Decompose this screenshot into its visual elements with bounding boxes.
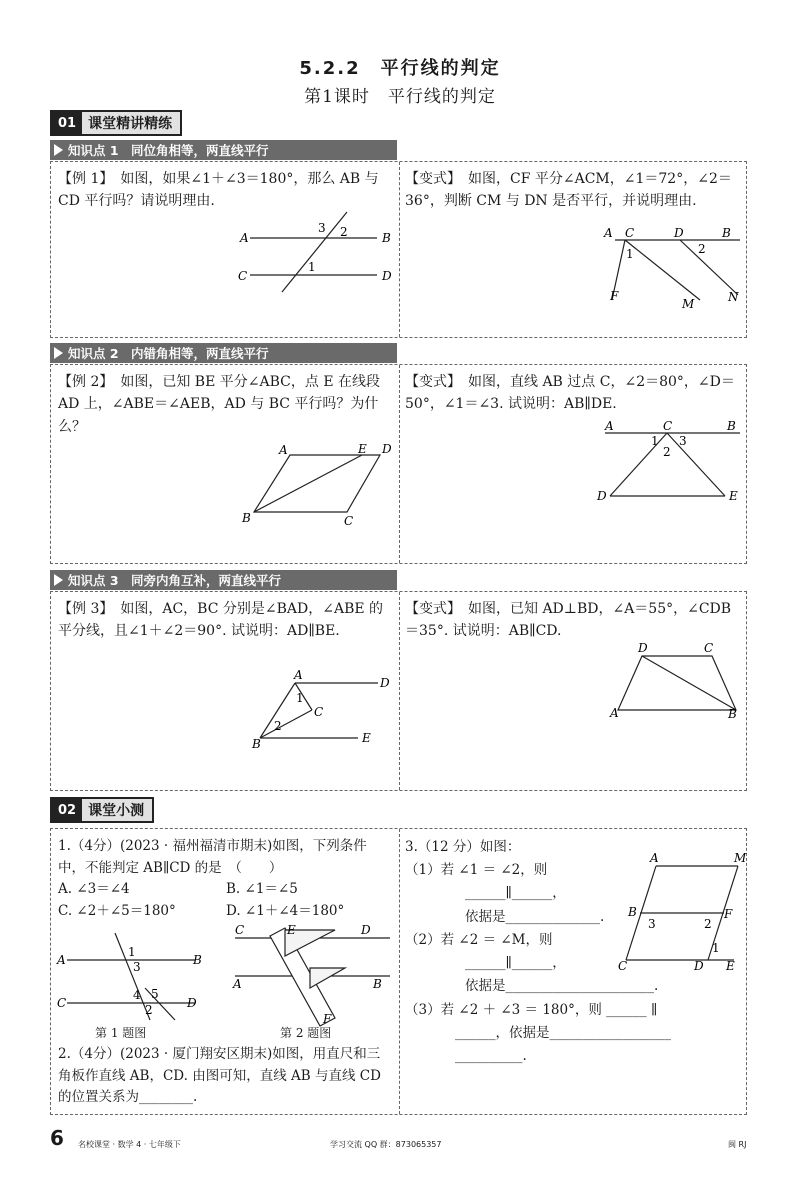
- svg-text:B: B: [722, 226, 731, 240]
- svg-text:C: C: [314, 705, 324, 719]
- option-b: B. ∠1＝∠5: [226, 881, 298, 898]
- question-2-figure: [225, 918, 395, 1028]
- question-2: 2.（4分）(2023 · 厦门翔安区期末)如图，用直尺和三角板作直线 AB，CD. 由图可知，直线 AB 与直线 CD 的位置关系为________.: [58, 1046, 381, 1106]
- q3-part-2a: （2）若 ∠2 ＝ ∠M，则: [405, 931, 553, 948]
- svg-text:1: 1: [626, 247, 634, 261]
- svg-text:A: A: [57, 953, 66, 967]
- example-3-figure: [250, 668, 390, 753]
- q3-part-3b: ______，依据是__________________: [455, 1024, 671, 1041]
- q3-part-3c: __________.: [455, 1047, 527, 1064]
- svg-text:E: E: [726, 959, 735, 973]
- svg-text:A: A: [240, 231, 249, 245]
- question-1: [58, 836, 392, 922]
- variant-2-figure: [595, 418, 745, 508]
- footer-qq-group: 学习交流 QQ 群：873065357: [330, 1140, 442, 1149]
- svg-text:E: E: [287, 923, 296, 937]
- figure-1-caption: 第 1 题图: [95, 1026, 147, 1040]
- svg-text:1: 1: [651, 434, 659, 448]
- svg-text:C: C: [238, 269, 248, 283]
- svg-text:E: E: [358, 442, 367, 456]
- play-icon: [54, 574, 63, 586]
- svg-text:D: D: [694, 959, 704, 973]
- variant-2: 【变式】 如图，直线 AB 过点 C，∠2＝80°，∠D＝50°，∠1＝∠3. 试说明：AB∥DE.: [405, 374, 735, 413]
- svg-text:E: E: [729, 489, 738, 503]
- svg-text:C: C: [235, 923, 245, 937]
- svg-text:1: 1: [296, 691, 304, 705]
- svg-text:A: A: [233, 977, 242, 991]
- svg-text:C: C: [57, 996, 67, 1010]
- variant-3: 【变式】 如图，已知 AD⊥BD，∠A＝55°，∠CDB＝35°. 试说明：AB∥CD.: [405, 601, 732, 640]
- svg-text:B: B: [252, 737, 261, 751]
- svg-text:2: 2: [698, 242, 706, 256]
- option-d: D. ∠1＋∠4＝180°: [226, 902, 345, 919]
- svg-text:B: B: [373, 977, 382, 991]
- example-3: 【例 3】 如图，AC，BC 分别是∠BAD，∠ABE 的平分线，且∠1＋∠2＝90°. 试说明：AD∥BE.: [58, 601, 384, 640]
- svg-text:C: C: [625, 226, 635, 240]
- play-icon: [54, 347, 63, 359]
- lesson-subtitle: 第1课时 平行线的判定: [304, 87, 496, 107]
- svg-text:3: 3: [679, 434, 687, 448]
- section-header-1: [50, 110, 182, 136]
- section-label: 课堂精讲精练: [88, 116, 173, 132]
- question-1-figure: [55, 928, 205, 1023]
- svg-text:A: A: [650, 851, 659, 865]
- svg-text:C: C: [704, 641, 714, 655]
- play-icon: [54, 144, 63, 156]
- section-header-2: [50, 797, 154, 823]
- svg-text:A: A: [605, 419, 614, 433]
- question-3-figure: [616, 848, 746, 978]
- svg-text:D: D: [361, 923, 371, 937]
- svg-text:C: C: [618, 959, 628, 973]
- knowledge-point-label: 知识点 3 同旁内角互补，两直线平行: [68, 573, 282, 588]
- svg-text:B: B: [727, 419, 736, 433]
- divider: [399, 829, 400, 1114]
- svg-text:2: 2: [704, 917, 712, 931]
- svg-text:M: M: [734, 851, 747, 865]
- question-3-stem: 3.（12 分）如图：: [405, 839, 521, 855]
- svg-text:4: 4: [133, 988, 141, 1002]
- svg-text:B: B: [193, 953, 202, 967]
- example-2: 【例 2】 如图，已知 BE 平分∠ABC，点 E 在线段 AD 上，∠ABE＝∠AEB，AD 与 BC 平行吗？为什么？: [58, 374, 380, 435]
- footer-book-title: 名校课堂 · 数学 4 · 七年级下: [78, 1140, 181, 1149]
- section-number: 01: [52, 112, 82, 134]
- svg-text:3: 3: [648, 917, 656, 931]
- svg-text:1: 1: [128, 945, 136, 959]
- svg-text:2: 2: [145, 1003, 153, 1017]
- svg-text:D: D: [380, 676, 390, 690]
- q3-part-1c: 依据是______________.: [465, 908, 605, 925]
- example-1-figure: [232, 210, 402, 300]
- svg-text:M: M: [682, 297, 695, 311]
- svg-text:1: 1: [712, 941, 720, 955]
- knowledge-point-1: [50, 140, 397, 160]
- svg-text:3: 3: [133, 960, 141, 974]
- q3-part-1b: ______∥______，: [465, 885, 566, 902]
- knowledge-point-label: 知识点 1 同位角相等，两直线平行: [68, 143, 269, 158]
- svg-text:B: B: [242, 511, 251, 525]
- svg-text:A: A: [294, 668, 303, 682]
- svg-text:D: D: [187, 996, 197, 1010]
- svg-text:F: F: [323, 1012, 332, 1026]
- svg-text:N: N: [728, 290, 739, 304]
- svg-text:B: B: [628, 905, 637, 919]
- svg-text:3: 3: [318, 221, 326, 235]
- svg-text:2: 2: [663, 445, 671, 459]
- svg-text:F: F: [724, 907, 733, 921]
- knowledge-point-2: [50, 343, 397, 363]
- option-a: A. ∠3＝∠4: [58, 881, 130, 898]
- q3-part-3a: （3）若 ∠2 ＋ ∠3 ＝ 180°，则 ______ ∥: [405, 1001, 658, 1018]
- svg-text:2: 2: [274, 719, 282, 733]
- svg-text:D: D: [674, 226, 684, 240]
- svg-text:A: A: [604, 226, 613, 240]
- page-number: 6: [50, 1126, 64, 1150]
- variant-1: 【变式】 如图，CF 平分∠ACM，∠1＝72°，∠2＝36°，判断 CM 与 DN 是否平行，并说明理由.: [405, 171, 732, 210]
- svg-text:D: D: [638, 641, 648, 655]
- option-c: C. ∠2＋∠5＝180°: [58, 902, 176, 919]
- svg-text:D: D: [382, 442, 392, 456]
- svg-text:2: 2: [340, 225, 348, 239]
- section-label: 课堂小测: [88, 803, 145, 819]
- footer-edition: 闽 RJ: [728, 1140, 747, 1149]
- svg-text:D: D: [382, 269, 392, 283]
- figure-2-caption: 第 2 题图: [280, 1026, 332, 1040]
- variant-1-figure: [600, 225, 745, 315]
- svg-text:C: C: [663, 419, 673, 433]
- variant-3-figure: [608, 642, 743, 722]
- knowledge-point-label: 知识点 2 内错角相等，两直线平行: [68, 346, 269, 361]
- section-number: 02: [52, 799, 82, 821]
- example-2-figure: [232, 440, 402, 530]
- example-1: 【例 1】 如图，如果∠1＋∠3＝180°，那么 AB 与 CD 平行吗？请说明理由.: [58, 171, 379, 210]
- question-1-stem: 1.（4分）(2023 · 福州福清市期末)如图，下列条件中，不能判定 AB∥CD 的是 （ ）: [58, 838, 367, 876]
- svg-text:A: A: [279, 443, 288, 457]
- divider: [399, 592, 400, 790]
- svg-text:A: A: [610, 706, 619, 720]
- svg-text:5: 5: [151, 987, 159, 1001]
- svg-text:1: 1: [308, 260, 316, 274]
- q3-part-2b: ______∥______，: [465, 955, 566, 972]
- knowledge-point-3: [50, 570, 397, 590]
- svg-text:C: C: [344, 514, 354, 528]
- q3-part-1a: （1）若 ∠1 ＝ ∠2，则: [405, 862, 548, 879]
- svg-text:E: E: [362, 731, 371, 745]
- svg-text:F: F: [610, 289, 619, 303]
- svg-text:B: B: [728, 707, 737, 721]
- q3-part-2c: 依据是______________________.: [465, 978, 659, 995]
- lesson-title: 5.2.2 平行线的判定: [299, 58, 501, 79]
- svg-text:B: B: [382, 231, 391, 245]
- svg-text:D: D: [597, 489, 607, 503]
